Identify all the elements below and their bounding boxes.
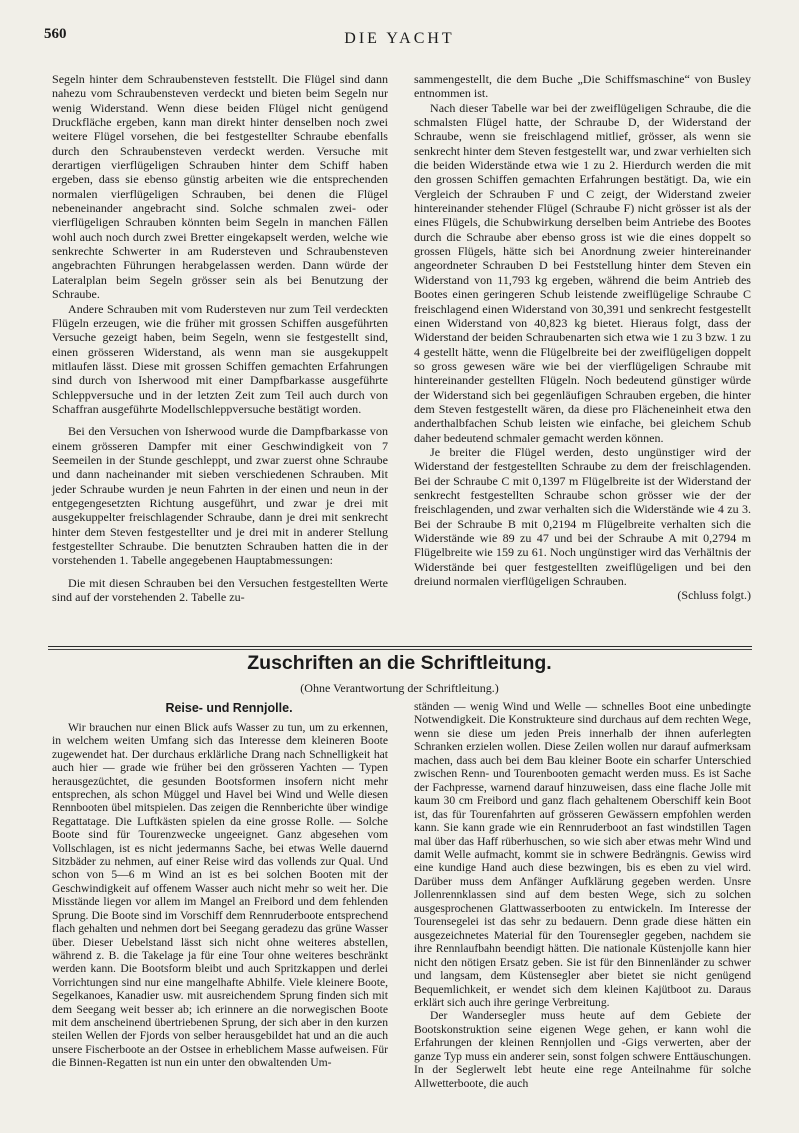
article1-column-right <box>414 72 751 603</box>
running-title: DIE YACHT <box>344 30 455 47</box>
paragraph: Bei den Versuchen von Isherwood wurde die Dampfbarkasse von einem grösseren Dampfer mit einer Geschwindigkeit von 7 Seemeilen in der Stunde geschleppt, und zwar zuerst ohne Schraube und dann nacheinander mit sieben verschiedenen Schrauben. Mit jeder Schraube wurden je neun Fahrten in der einen und neun in der entgegengesetzten Richtung ausgeführt, und zwar je drei mit ausgekuppelter freischlagender Schraube, dann je drei mit senkrecht hinter dem Steven festgestellter und je drei mit in anderer Stellung festgestellter Schraube. Die benutzten Schrauben hatten die in der vorstehenden 1. Tabelle angegebenen Hauptabmessungen: <box>52 424 388 568</box>
paragraph: Nach dieser Tabelle war bei der zweiflügeligen Schraube, die die schmalsten Flügel hatte, der Schraube D, der Widerstand der Schraube, wenn sie freischlagend mitlief, grösser, als wenn sie senkrecht hinter dem Steven festgestellt war, und zwar verhielten sich die beiden Widerstände etwa wie 1 zu 2. Hierdurch werden die mit den grossen Schiffen gemachten Erfahrungen bestätigt. Da, wie ein Vergleich der Schrauben F und C zeigt, der Widerstand zweier hintereinander stehender Flügel (Schraube F) nicht grösser ist als der eines Flügels, die Schubwirkung derselben beim Antriebe des Bootes durch die Schraube aber ebenso gross ist wie die eines doppelt so grossen Flügels, hätte sich bei Anordnung zweier hintereinander angeordneter Schrauben D bei Feststellung hinter dem Steven ein Widerstand von 11,793 kg ergeben, während die beim Antrieb des Bootes einen geringeren Schub leistende zweiflügelige Schraube C freischlagend einen Widerstand von 30,391 und senkrecht festgestellt einen Widerstand von 40,823 kg bietet. Hieraus folgt, dass der Widerstand der beiden Schraubenarten sich etwa wie 1 zu 3 bzw. 1 zu 4 gestellt hätte, wenn die Flügelbreite bei der zweiflügeligen doppelt so gross gewesen wäre wie bei der vierflügeligen Schraube mit hintereinander gestellten Flügeln. Noch bedeutend günstiger würde der Widerstand sich bei gegenläufigen Schrauben ergeben, die hinter dem Steven festgestellt wären, da diese pro Flächeneinheit etwa den anderthalbfachen Schub leisten wie einfache, bei gleichem Schub daher bedeutend schmaler gemacht werden können. <box>414 100 751 445</box>
section-subtitle: (Ohne Verantwortung der Schriftleitung.) <box>300 681 499 695</box>
paragraph: Die mit diesen Schrauben bei den Versuchen festgestellten Werte sind auf der vorstehenden 2. Tabelle zu- <box>52 575 388 605</box>
paragraph: Wir brauchen nur einen Blick aufs Wasser zu tun, um zu erkennen, in welchem weiten Umfang sich das Interesse dem kleineren Boote zugewendet hat. Der durchaus erklärliche Drang nach Schnelligkeit hat auch hier — grade wie früher bei den grösseren Yachten — Typen herausgezüchtet, die gesunden Bootsformen insofern nicht mehr entsprechen, als schon Müggel und Havel bei Wind und Welle diesen Rennbooten übel mitspielen. Das zeigen die Rennberichte über windige Regattatage. Die Luftkästen spielen da eine grosse Rolle. — Solche Boote sind für Tourenzwecke ungeeignet. Ganz abgesehen vom Vollschlagen, ist es nicht jedermanns Sache, bei etwas Welle dauernd Sitzbäder zu nehmen, auf einer Reise wird das vollends zur Qual. Und schon von 5—6 m Wind an ist es bei solchen Booten mit der Geschwindigkeit auf offenem Wasser auch nicht mehr so weit her. Die Misstände liegen vor allem im Mangel an Freibord und dem fehlenden Sprung. Die Boote sind im Vorschiff dem Rennruderboote entsprechend flach gehalten und nehmen dort bei Seegang geradezu das grüne Wasser über. Dieser Uebelstand lässt sich nicht ohne weiteres abstellen, während z. B. die Takelage ja für eine Tour ohne weiteres beschränkt werden kann. Die Bootsform bleibt und auch Spritzkappen und derlei Vorrichtungen sind nur eine mangelhafte Abhilfe. Viele kleinere Boote, Segelkanoes, Kanadier usw. mit ausreichendem Sprung finden sich mit dem Seegang weit besser ab; ich erinnere an die norwegischen Boote mit dem anscheinend übertriebenen Sprung, der sich aber in den kurzen steilen Wellen der Fjords von selber herausgebildet hat und an die auch unsere Fischerboote an der Ostsee in erheblichem Masse aufweisen. Für die Binnen-Regatten ist nun ein unter den obwaltenden Um- <box>52 721 388 1070</box>
paragraph: Andere Schrauben mit vom Rudersteven nur zum Teil verdeckten Flügeln erzeugen, wie die früher mit grossen Schiffen ausgeführten Versuche gezeigt haben, beim Segeln, wenn sie festgestellt sind, einen grösseren Widerstand, als wenn man sie ausgekuppelt mitlaufen lässt. Diese mit grossen Schiffen gemachten Erfahrungen sind durch von Isherwood mit einer Dampfbarkasse ausgeführte Schleppversuche und in der letzten Zeit zum Teil auch durch von Schaffran ausgeführte Modellschleppversuche bestätigt worden. <box>52 301 388 416</box>
section-title: Zuschriften an die Schriftleitung. <box>247 652 552 674</box>
section-divider <box>48 646 752 647</box>
paragraph: sammengestellt, die dem Buche „Die Schiffsmaschine“ von Busley entnommen ist. <box>414 72 751 101</box>
continuation-note: (Schluss folgt.) <box>677 588 751 603</box>
paragraph: Der Wandersegler muss heute auf dem Gebiete der Bootskonstruktion seine eigenen Wege gehen, er kann wohl die Erfahrungen der kleinen Rennjollen und -Gigs verwerten, aber der ganze Typ muss ein anderer sein, sonst folgen schwere Enttäuschungen. In der Seglerwelt lebt heute eine rege Anteilnahme für solche Allwetterboote, die auch <box>414 1009 751 1090</box>
page-number: 560 <box>44 26 67 42</box>
paragraph: ständen — wenig Wind und Welle — schnelles Boot eine unbedingte Notwendigkeit. Die Konstrukteure sind durchaus auf dem rechten Wege, wenn sie diese um jeden Preis innerhalb der ihnen auferlegten Schranken erzielen wollen. Diese Zeilen wollen nur darauf aufmerksam machen, dass auch bei dem Bau kleiner Boote ein scharfer Unterschied zwischen Renn- und Tourenbooten gemacht werden muss. Es ist Sache der Fachpresse, warnend darauf hinzuweisen, dass eine flache Jolle mit kaum 30 cm Freibord und ganz flach gehaltenem Oberschiff kein Boot ist, das für Tourenfahrten auf grösseren Gewässern empfohlen werden kann. Sie kann grade wie ein Rennruderboot an fast windstillen Tagen mal über das Haff rüberhuschen, so wie sich aber etwas mehr Wind und damit Welle aufmacht, kommt sie in schwere Bedrängnis. Gewiss wird eine kundige Hand auch diese bezwingen, bis es eben zu viel wird. Darüber muss dem Anfänger Aufklärung gegeben werden. Unsre Jollenrennklassen sind auf dem besten Wege, sich zu solchen ausgesprochenen Glattwasserbooten zu entwickeln. Im Interesse der Tourensegelei ist das sehr zu bedauern. Denn grade diese hätten ein ausgezeichnetes Material für den Tourensegler gegeben, nachdem sie ihre Rennlaufbahn beendigt hätten. Die nationale Küstenjolle kann hier nicht den nötigen Ersatz geben. Sie ist für den Binnenländer zu schwer und langsam, dem Küstensegler aber bietet sie nicht genügend Bequemlichkeit, er wendet sich dem kleinen Kajütboot zu. Daraus erklärt sich auch ihre geringe Verbreitung. <box>414 700 751 1009</box>
paragraph: Segeln hinter dem Schraubensteven feststellt. Die Flügel sind dann nahezu vom Schraubensteven verdeckt und bieten beim Segeln nur wenig Widerstand. Wenn diese beiden Flügel nicht genügend Druckfläche ergeben, kann man direkt hinter denselben noch zwei weitere Flügel vorsehen, die bei festgestellter Schraube ebenfalls durch den Schraubensteven verdeckt werden. Versuche mit derartigen vierflügeligen Schrauben hinter dem Schiff haben ergeben, dass sie ebenso günstig arbeiten wie die entsprechenden normalen vierflügeligen Schrauben, bei denen die Flügel nebeneinander angebracht sind. Solche schmalen zwei- oder vierflügeligen Schrauben könnten beim Segeln in manchen Fällen wohl auch noch durch zwei Bretter eingekapselt werden, welche wie senkrechte Schwerter in am Rudersteven und Schraubensteven angebrachten Führungen herabgelassen werden. Dann würde der Lateralplan beim Segeln grösser sein als bei Benutzung der Schraube. <box>52 72 388 302</box>
article2-column-left <box>52 721 388 1070</box>
section-divider-thin <box>48 649 752 650</box>
article1-column-left <box>52 72 388 604</box>
article-title: Reise- und Rennjolle. <box>165 701 293 715</box>
article2-column-right <box>414 700 751 1090</box>
paragraph: Je breiter die Flügel werden, desto ungünstiger wird der Widerstand der festgestellten Schraube zu dem der freischlagenden. Bei der Schraube C mit 0,1397 m Flügelbreite ist der Widerstand der senkrecht festgestellten Schraube schon grösser wie der der freischlagenden, und zwar verhalten sich die Widerstände wie 4 zu 3. Bei der Schraube B mit 0,2194 m Flügelbreite verhalten sich die Widerstände wie 89 zu 47 und bei der Schraube A mit 0,2794 m Flügelbreite wie 159 zu 61. Noch ungünstiger wird das Verhältnis der Widerstände bei quer festgestellten zweiflügeligen und bei den dreiund normalen vierflügeligen Schrauben. <box>414 444 751 589</box>
